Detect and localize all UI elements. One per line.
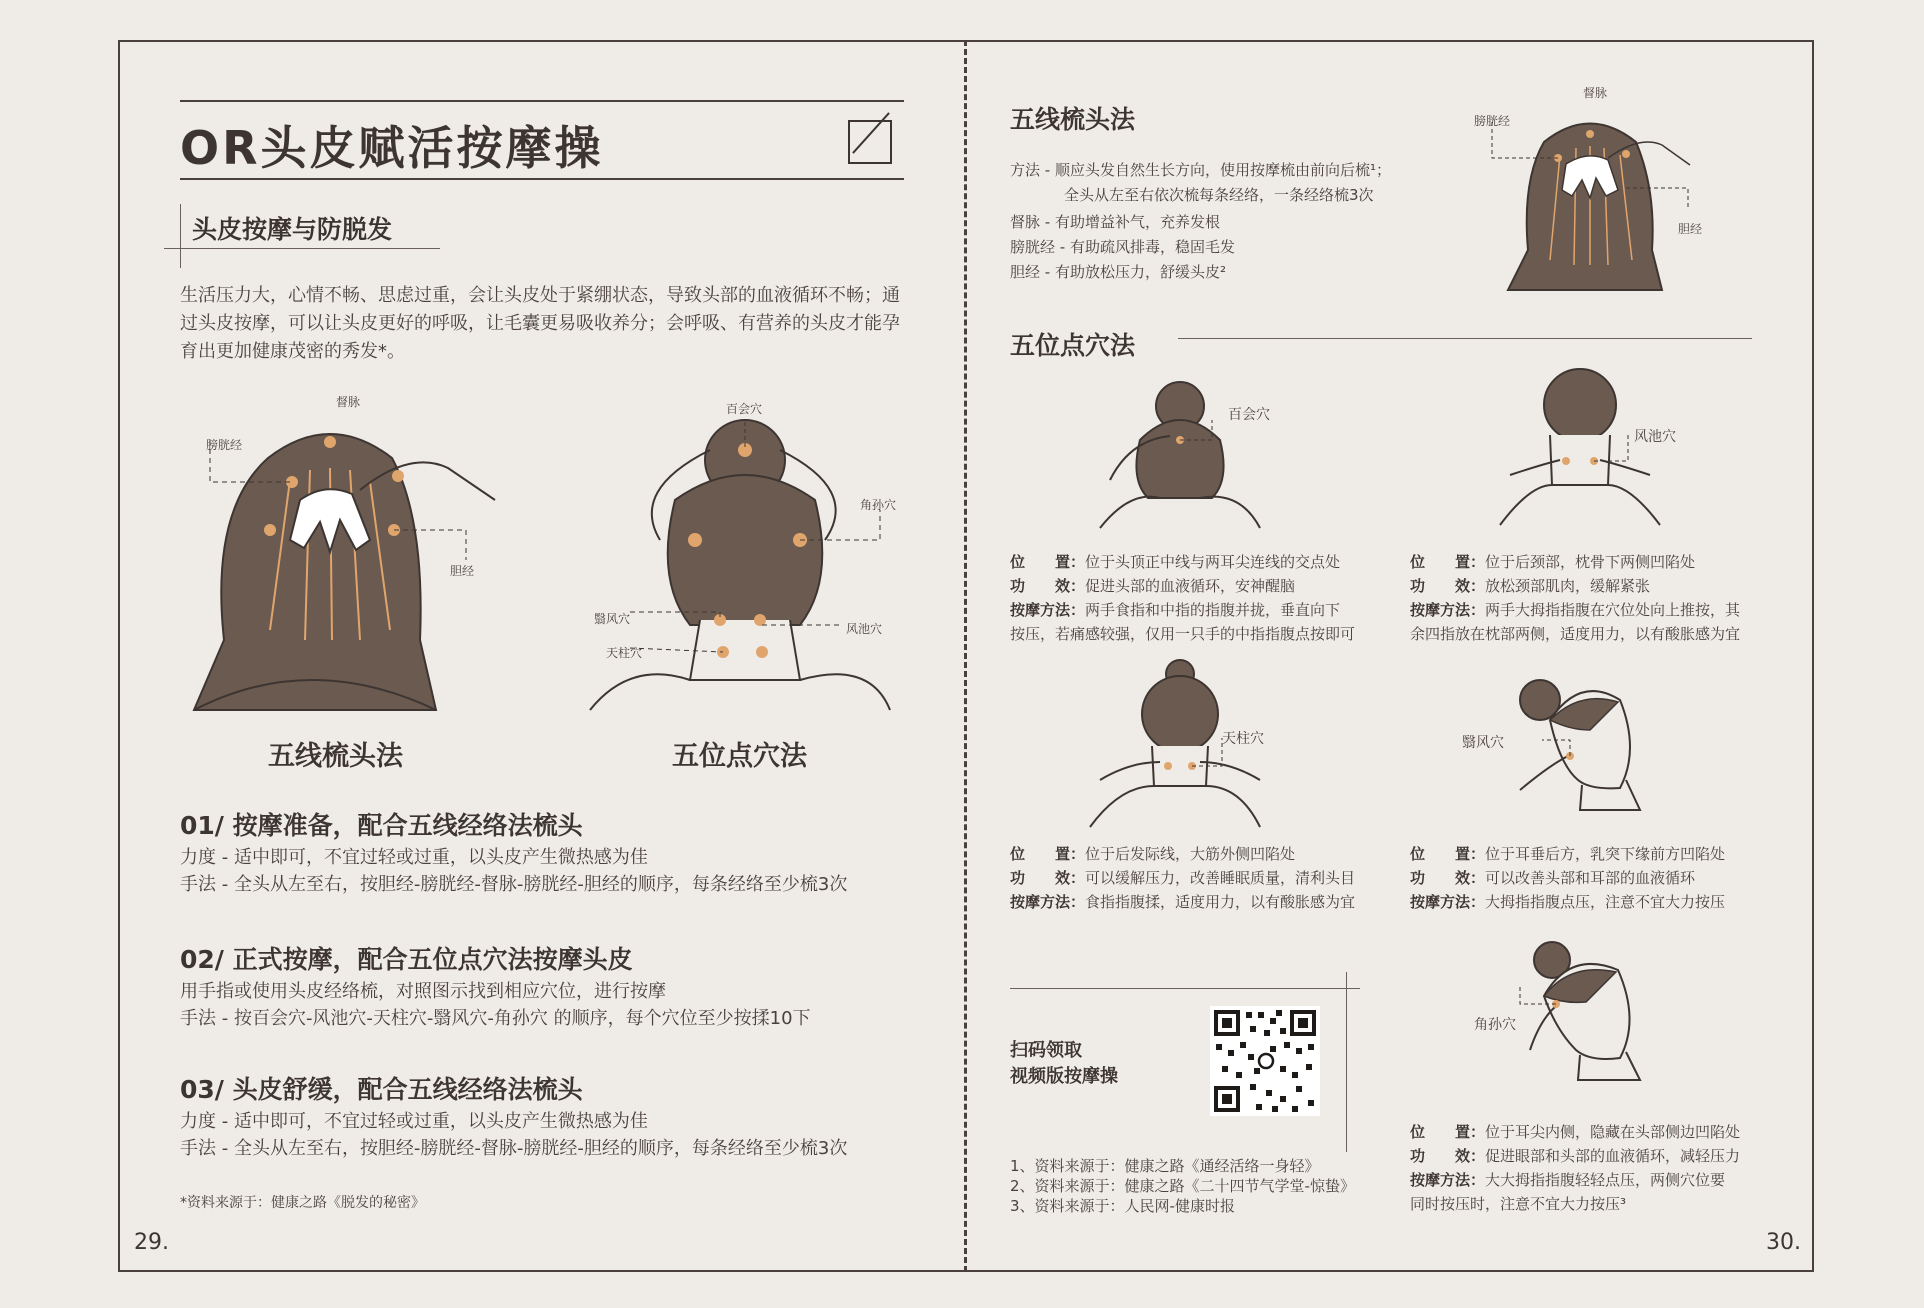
position-label: 位 置： — [1010, 553, 1086, 571]
fengchi-effect — [1410, 574, 1650, 598]
effect-text: 放松颈部肌肉，缓解紧张 — [1485, 577, 1651, 595]
effect-label: 功 效： — [1010, 869, 1086, 887]
method-label: 按摩方法： — [1410, 601, 1486, 619]
r-label-pangguangjing: 膀胱经 — [1474, 114, 1511, 128]
section1-illustration — [1490, 100, 1690, 300]
section2-rule — [1178, 338, 1752, 339]
label-yifeng: 翳风穴 — [594, 612, 631, 626]
fengchi-illustration — [1490, 365, 1690, 530]
effect-label: 功 效： — [1410, 577, 1486, 595]
step3-line1: 力度 - 适中即可，不宜过轻或过重，以头皮产生微热感为佳 — [180, 1111, 648, 1132]
jiaosun-illustration — [1500, 940, 1700, 1105]
fengchi-method-cont: 余四指放在枕部两侧，适度用力，以有酸胀感为宜 — [1410, 625, 1741, 643]
figure2-caption: 五位点穴法 — [672, 741, 807, 772]
step3-title: 03/ 头皮舒缓，配合五线经络法梳头 — [180, 1075, 583, 1104]
source-1: 1、资料来源于：健康之路《通经活络一身轻》 — [1010, 1157, 1320, 1175]
position-label: 位 置： — [1410, 845, 1486, 863]
method-text: 大大拇指指腹轻轻点压，两侧穴位要 — [1485, 1171, 1726, 1189]
effect-text: 可以缓解压力，改善睡眠质量，清利头目 — [1085, 869, 1356, 887]
position-text: 位于后发际线，大筋外侧凹陷处 — [1085, 845, 1296, 863]
section1-line4: 膀胱经 - 有助疏风排毒，稳固毛发 — [1010, 238, 1235, 256]
position-label: 位 置： — [1410, 553, 1486, 571]
method-text: 大拇指指腹点压，注意不宜大力按压 — [1485, 893, 1726, 911]
baihui-position — [1010, 550, 1340, 574]
jiaosun-effect — [1410, 1144, 1740, 1168]
method-text: 食指指腹揉，适度用力，以有酸胀感为宜 — [1085, 893, 1356, 911]
position-text: 位于耳垂后方，乳突下缘前方凹陷处 — [1485, 845, 1726, 863]
method-label: 按摩方法： — [1410, 1171, 1486, 1189]
effect-label: 功 效： — [1010, 577, 1086, 595]
step2-line1: 用手指或使用头皮经络梳，对照图示找到相应穴位，进行按摩 — [180, 981, 666, 1002]
fengchi-method — [1410, 598, 1740, 622]
effect-label: 功 效： — [1410, 869, 1486, 887]
label-dumai: 督脉 — [336, 395, 361, 409]
qr-rule — [1010, 988, 1360, 989]
subtitle-frame-vertical — [180, 204, 181, 268]
jiaosun-method — [1410, 1168, 1725, 1192]
book-spine — [964, 40, 967, 1272]
method-text: 两手食指和中指的指腹并拢，垂直向下 — [1085, 601, 1341, 619]
figure1-caption: 五线梳头法 — [268, 741, 403, 772]
title-rule-top — [180, 100, 904, 102]
section-subtitle: 头皮按摩与防脱发 — [192, 215, 393, 244]
section1-line1: 方法 - 顺应头发自然生长方向，使用按摩梳由前向后梳¹； — [1010, 161, 1391, 179]
step2-line2: 手法 - 按百会穴-风池穴-天柱穴-翳风穴-角孙穴 的顺序，每个穴位至少按揉10下 — [180, 1008, 811, 1029]
r-label-baihui: 百会穴 — [1228, 407, 1270, 423]
qr-code[interactable] — [1210, 1006, 1320, 1116]
baihui-illustration — [1100, 380, 1300, 530]
label-danjing: 胆经 — [450, 564, 475, 578]
effect-text: 促进头部的血液循环，安神醒脑 — [1085, 577, 1296, 595]
left-footnote: *资料来源于：健康之路《脱发的秘密》 — [180, 1195, 425, 1211]
subtitle-frame-horizontal — [164, 248, 440, 249]
position-label: 位 置： — [1010, 845, 1086, 863]
step1-title: 01/ 按摩准备，配合五线经络法梳头 — [180, 811, 583, 840]
tianzhu-position — [1010, 842, 1295, 866]
r-label-yifeng: 翳风穴 — [1462, 735, 1504, 751]
acupoint-illustration — [590, 410, 920, 720]
jiaosun-position — [1410, 1120, 1740, 1144]
source-2: 2、资料来源于：健康之路《二十四节气学堂-惊蛰》 — [1010, 1177, 1355, 1195]
method-label: 按摩方法： — [1410, 893, 1486, 911]
section1-line2: 全头从左至右依次梳每条经络，一条经络梳3次 — [1064, 186, 1374, 204]
r-label-fengchi: 风池穴 — [1634, 429, 1676, 445]
effect-text: 可以改善头部和耳部的血液循环 — [1485, 869, 1696, 887]
step3-line2: 手法 - 全头从左至右，按胆经-膀胱经-督脉-膀胱经-胆经的顺序，每条经络至少梳3次 — [180, 1138, 848, 1159]
intro-paragraph: 生活压力大，心情不畅、思虑过重，会让头皮处于紧绷状态，导致头部的血液循环不畅；通过头皮按摩，可以让头皮更好的呼吸，让毛囊更易吸收养分；会呼吸、有营养的头皮才能孕育出更加健康茂密的秀发*。 — [180, 285, 900, 362]
yifeng-effect — [1410, 866, 1695, 890]
method-label: 按摩方法： — [1010, 893, 1086, 911]
tianzhu-effect — [1010, 866, 1355, 890]
fengchi-position — [1410, 550, 1695, 574]
step1-line2: 手法 - 全头从左至右，按胆经-膀胱经-督脉-膀胱经-胆经的顺序，每条经络至少梳3次 — [180, 874, 848, 895]
r-label-danjing: 胆经 — [1678, 222, 1703, 236]
page-number-right: 30. — [1766, 1230, 1801, 1255]
tianzhu-method — [1010, 890, 1355, 914]
r-label-dumai: 督脉 — [1583, 86, 1608, 100]
qr-rule-v — [1346, 972, 1347, 1152]
source-3: 3、资料来源于：人民网-健康时报 — [1010, 1197, 1235, 1215]
qr-caption-line2: 视频版按摩操 — [1010, 1066, 1118, 1087]
position-text: 位于头顶正中线与两耳尖连线的交点处 — [1085, 553, 1341, 571]
yifeng-illustration — [1500, 670, 1700, 835]
label-pangguangjing: 膀胱经 — [206, 438, 243, 452]
step2-title: 02/ 正式按摩，配合五位点穴法按摩头皮 — [180, 945, 633, 974]
step1-line1: 力度 - 适中即可，不宜过轻或过重，以头皮产生微热感为佳 — [180, 847, 648, 868]
position-text: 位于后颈部，枕骨下两侧凹陷处 — [1485, 553, 1696, 571]
section2-title: 五位点穴法 — [1010, 331, 1136, 360]
label-jiaosun: 角孙穴 — [860, 498, 897, 512]
page-number-left: 29. — [134, 1230, 169, 1255]
title-rule-bottom — [180, 178, 904, 180]
method-label: 按摩方法： — [1010, 601, 1086, 619]
section1-title: 五线梳头法 — [1010, 105, 1136, 134]
label-baihui: 百会穴 — [726, 402, 763, 416]
yifeng-position — [1410, 842, 1725, 866]
label-fengchi: 风池穴 — [846, 622, 883, 636]
checkbox-icon — [848, 120, 892, 164]
section1-line3: 督脉 - 有助增益补气，充养发根 — [1010, 213, 1220, 231]
method-text: 两手大拇指指腹在穴位处向上推按，其 — [1485, 601, 1741, 619]
baihui-method-cont: 按压，若痛感较强，仅用一只手的中指指腹点按即可 — [1010, 625, 1356, 643]
qr-caption-line1: 扫码领取 — [1010, 1040, 1082, 1061]
label-tianzhu: 天柱穴 — [606, 646, 643, 660]
yifeng-method — [1410, 890, 1725, 914]
section1-line5: 胆经 - 有助放松压力，舒缓头皮² — [1010, 263, 1226, 281]
jiaosun-method-cont: 同时按压时，注意不宜大力按压³ — [1410, 1195, 1627, 1213]
position-label: 位 置： — [1410, 1123, 1486, 1141]
effect-label: 功 效： — [1410, 1147, 1486, 1165]
r-label-jiaosun: 角孙穴 — [1474, 1017, 1516, 1033]
effect-text: 促进眼部和头部的血液循环，减轻压力 — [1485, 1147, 1741, 1165]
position-text: 位于耳尖内侧，隐藏在头部侧边凹陷处 — [1485, 1123, 1741, 1141]
baihui-effect — [1010, 574, 1295, 598]
baihui-method — [1010, 598, 1340, 622]
r-label-tianzhu: 天柱穴 — [1222, 731, 1264, 747]
page-title: OR头皮赋活按摩操 — [180, 121, 604, 175]
